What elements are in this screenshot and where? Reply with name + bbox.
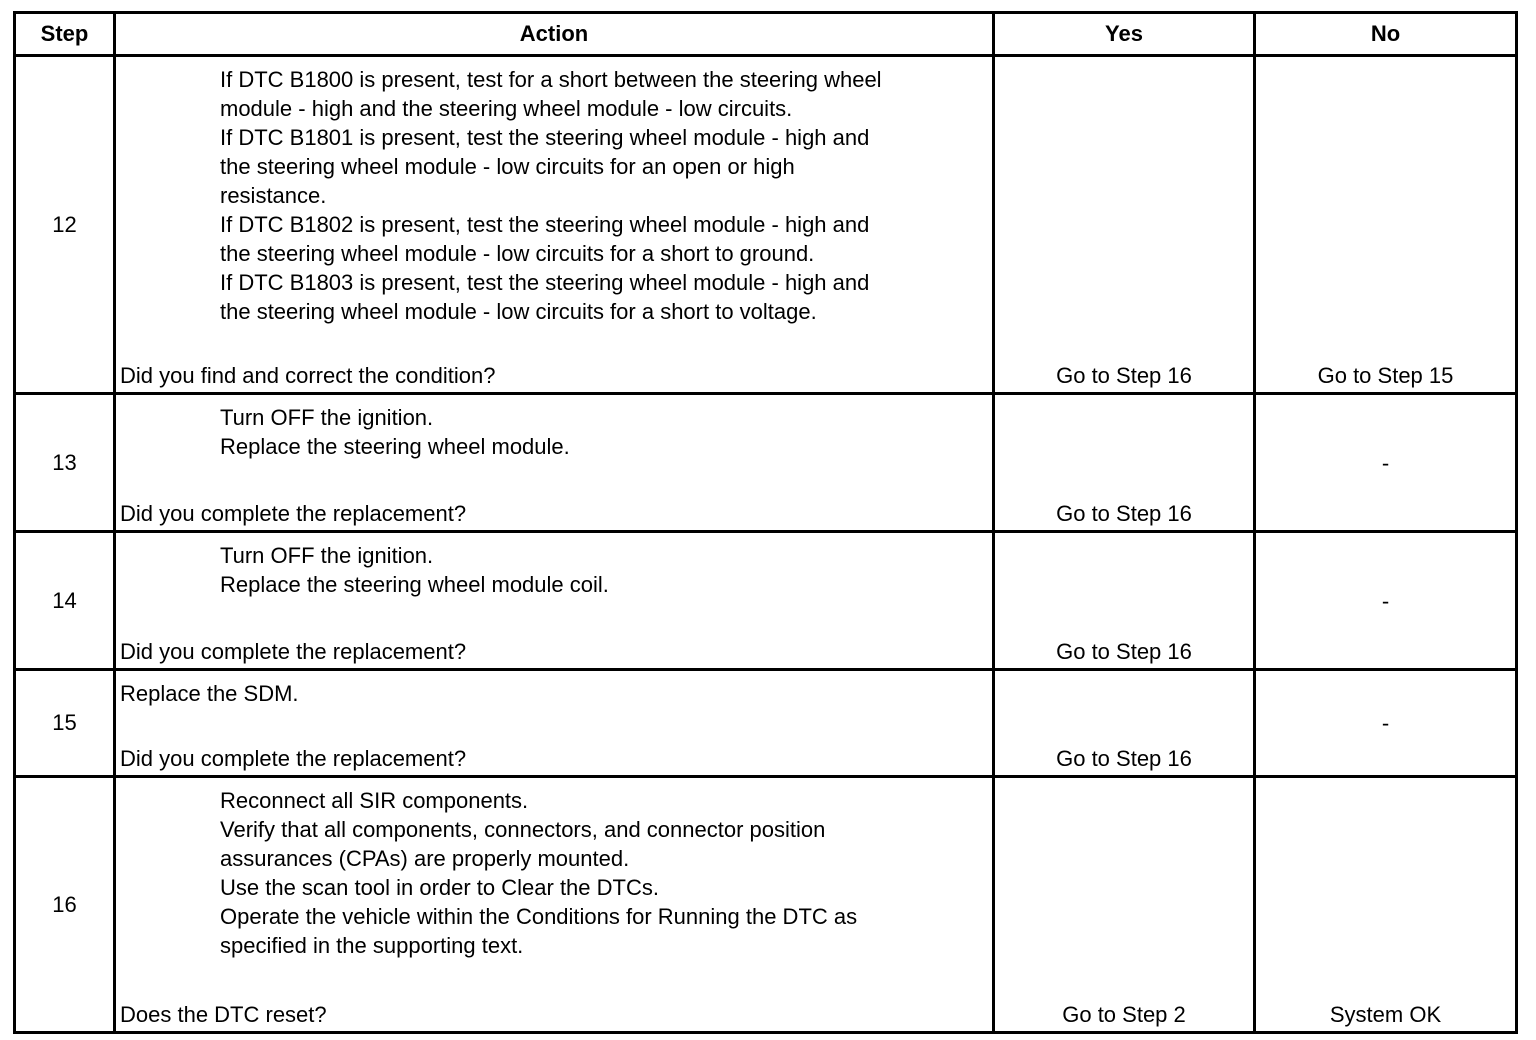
action-instructions bbox=[116, 778, 992, 960]
instruction-line: assurances (CPAs) are properly mounted. bbox=[220, 846, 630, 871]
table-row bbox=[15, 394, 1517, 532]
instruction-line: Operate the vehicle within the Conditions for Running the DTC as bbox=[220, 904, 858, 929]
diagnostic-table bbox=[13, 11, 1518, 1034]
header-no: No bbox=[1255, 13, 1517, 56]
table-row bbox=[15, 532, 1517, 670]
instruction-line: Replace the SDM. bbox=[120, 681, 299, 706]
yes-result: Go to Step 16 bbox=[1056, 363, 1192, 388]
action-instructions bbox=[116, 671, 992, 708]
yes-cell bbox=[994, 777, 1255, 1033]
yes-result: Go to Step 16 bbox=[1056, 746, 1192, 771]
header-row bbox=[15, 13, 1517, 56]
instruction-line: Turn OFF the ignition. bbox=[220, 543, 434, 568]
action-question: Did you complete the replacement? bbox=[120, 746, 467, 771]
no-cell bbox=[1255, 532, 1517, 670]
yes-cell bbox=[994, 56, 1255, 394]
step-number: 14 bbox=[15, 532, 115, 670]
instruction-line: Use the scan tool in order to Clear the DTCs. bbox=[220, 875, 659, 900]
yes-cell bbox=[994, 532, 1255, 670]
instruction-line: Verify that all components, connectors, and connector position bbox=[220, 817, 826, 842]
yes-result: Go to Step 16 bbox=[1056, 639, 1192, 664]
instruction-line: the steering wheel module - low circuits for an open or high bbox=[220, 154, 795, 179]
header-action: Action bbox=[115, 13, 994, 56]
action-instructions bbox=[116, 395, 992, 461]
action-cell bbox=[115, 56, 994, 394]
instruction-line: Reconnect all SIR components. bbox=[220, 788, 529, 813]
step-number: 12 bbox=[15, 56, 115, 394]
no-cell bbox=[1255, 394, 1517, 532]
no-result: Go to Step 15 bbox=[1317, 363, 1454, 388]
no-result: System OK bbox=[1329, 1002, 1442, 1027]
instruction-line: If DTC B1801 is present, test the steering wheel module - high and bbox=[220, 125, 870, 150]
action-question: Does the DTC reset? bbox=[120, 1002, 327, 1027]
header-yes: Yes bbox=[994, 13, 1255, 56]
instruction-line: If DTC B1802 is present, test the steering wheel module - high and bbox=[220, 212, 870, 237]
instruction-line: Turn OFF the ignition. bbox=[220, 405, 434, 430]
instruction-line: specified in the supporting text. bbox=[220, 933, 524, 958]
yes-cell bbox=[994, 670, 1255, 777]
instruction-line: resistance. bbox=[220, 183, 327, 208]
instruction-line: the steering wheel module - low circuits for a short to voltage. bbox=[220, 299, 817, 324]
step-number: 13 bbox=[15, 394, 115, 532]
no-cell bbox=[1255, 670, 1517, 777]
instruction-line: Replace the steering wheel module coil. bbox=[220, 572, 609, 597]
action-instructions bbox=[116, 533, 992, 599]
action-cell bbox=[115, 777, 994, 1033]
action-cell bbox=[115, 532, 994, 670]
action-question: Did you complete the replacement? bbox=[120, 501, 467, 526]
table-row bbox=[15, 777, 1517, 1033]
action-question: Did you find and correct the condition? bbox=[120, 363, 496, 388]
instruction-line: If DTC B1803 is present, test the steering wheel module - high and bbox=[220, 270, 870, 295]
no-cell bbox=[1255, 777, 1517, 1033]
yes-result: Go to Step 16 bbox=[1056, 501, 1192, 526]
no-result: - bbox=[1381, 588, 1390, 613]
no-result: - bbox=[1381, 450, 1390, 475]
table-row bbox=[15, 56, 1517, 394]
table-row bbox=[15, 670, 1517, 777]
instruction-line: the steering wheel module - low circuits for a short to ground. bbox=[220, 241, 815, 266]
action-instructions bbox=[116, 57, 992, 326]
no-cell bbox=[1255, 56, 1517, 394]
instruction-line: Replace the steering wheel module. bbox=[220, 434, 570, 459]
yes-cell bbox=[994, 394, 1255, 532]
action-cell bbox=[115, 394, 994, 532]
step-number: 16 bbox=[15, 777, 115, 1033]
no-result: - bbox=[1381, 710, 1390, 736]
step-number: 15 bbox=[15, 670, 115, 777]
header-step: Step bbox=[15, 13, 115, 56]
action-question: Did you complete the replacement? bbox=[120, 639, 467, 664]
instruction-line: module - high and the steering wheel module - low circuits. bbox=[220, 96, 793, 121]
instruction-line: If DTC B1800 is present, test for a short between the steering wheel bbox=[220, 67, 882, 92]
action-cell bbox=[115, 670, 994, 777]
yes-result: Go to Step 2 bbox=[1062, 1002, 1186, 1027]
